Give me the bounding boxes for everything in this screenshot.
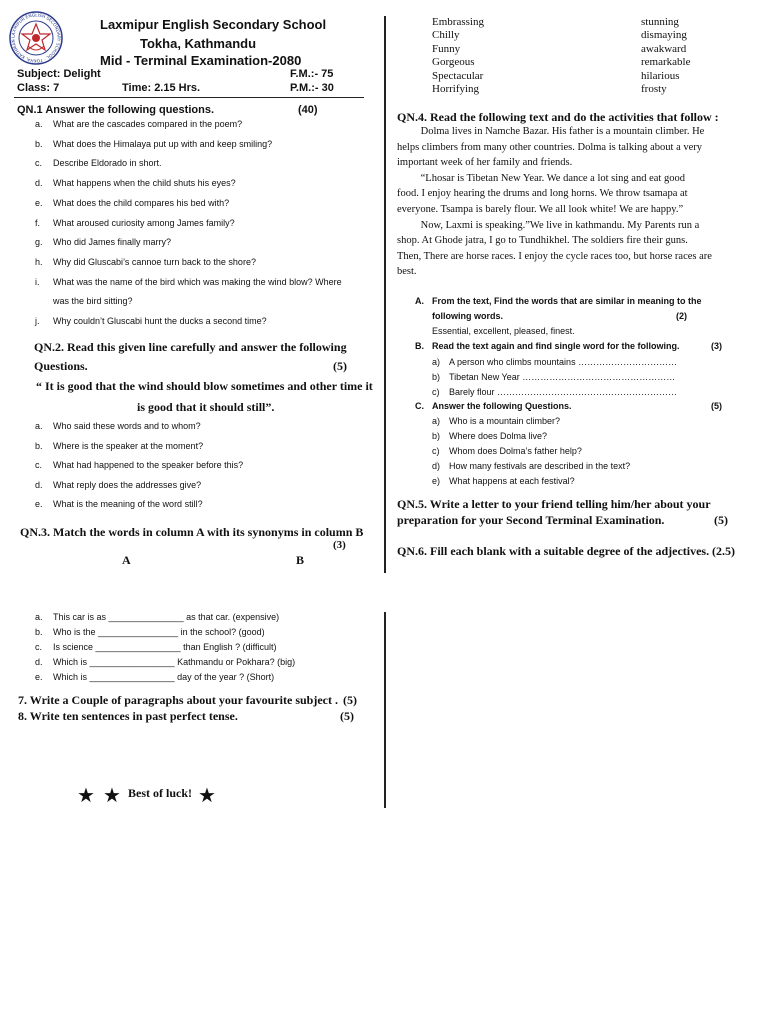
full-marks: F.M.:- 75 bbox=[290, 68, 334, 80]
list-text: Where does Dolma live? bbox=[449, 431, 548, 441]
list-text: What happens at each festival? bbox=[449, 476, 575, 486]
q4b-marker: B. bbox=[415, 341, 424, 351]
synonym-word: Gorgeous bbox=[432, 56, 475, 69]
list-marker: d) bbox=[432, 461, 441, 471]
list-marker: e. bbox=[35, 197, 43, 208]
list-item bbox=[35, 198, 229, 208]
q1-title: QN.1 Answer the following questions. bbox=[17, 104, 214, 116]
star-icon: ★ bbox=[77, 785, 95, 807]
list-text: Is science _________________ than English ? (difficult) bbox=[53, 642, 277, 652]
q3-column-a-words bbox=[432, 16, 484, 96]
synonym-word: dismaying bbox=[641, 29, 687, 42]
list-text: Tibetan New Year …………………………………………… bbox=[449, 372, 676, 382]
list-item bbox=[432, 461, 630, 471]
q2-marks: (5) bbox=[333, 359, 347, 373]
q5-marks: (5) bbox=[714, 513, 728, 527]
list-marker: i. bbox=[35, 276, 40, 287]
q8-marks: (5) bbox=[340, 709, 354, 723]
q4c-marker: C. bbox=[415, 401, 424, 411]
list-item bbox=[432, 357, 677, 367]
list-text: Barely flour …………………………………………………… bbox=[449, 387, 678, 397]
list-item bbox=[432, 387, 677, 397]
list-text: A person who climbs mountains …………………………… bbox=[449, 357, 678, 367]
q2-title-line1: QN.2. Read this given line carefully and answer the following bbox=[34, 340, 347, 354]
list-marker: c) bbox=[432, 387, 440, 397]
list-marker: b) bbox=[432, 372, 441, 382]
q4a-words: Essential, excellent, pleased, finest. bbox=[432, 326, 575, 336]
list-text: Why couldn’t Gluscabi hunt the ducks a second time? bbox=[53, 316, 267, 326]
list-marker: c. bbox=[35, 158, 43, 169]
list-text: This car is as _______________ as that car. (expensive) bbox=[53, 612, 280, 622]
list-text: Whom does Dolma’s father help? bbox=[449, 446, 582, 456]
list-marker: e. bbox=[35, 499, 43, 509]
list-item bbox=[432, 431, 547, 441]
list-text: Why did Gluscabi’s cannoe turn back to the shore? bbox=[53, 256, 256, 267]
pass-marks: P.M.:- 30 bbox=[290, 82, 334, 94]
list-text: What does the child compares his bed with? bbox=[53, 197, 230, 208]
q1-marks: (40) bbox=[298, 104, 318, 116]
list-marker: b) bbox=[432, 431, 441, 441]
list-marker: c) bbox=[432, 446, 440, 456]
list-item bbox=[35, 421, 201, 431]
synonym-word: Funny bbox=[432, 42, 461, 55]
list-item bbox=[35, 178, 236, 188]
q5-title-line2: preparation for your Second Terminal Examination. bbox=[397, 513, 665, 527]
list-text: Where is the speaker at the moment? bbox=[53, 440, 204, 451]
list-marker: g. bbox=[35, 237, 43, 248]
header-divider bbox=[14, 97, 364, 98]
q6-title: QN.6. Fill each blank with a suitable degree of the adjectives. bbox=[397, 544, 710, 558]
passage-line: “Lhosar is Tibetan New Year. We dance a lot sing and eat good bbox=[397, 172, 685, 184]
synonym-word: Horrifying bbox=[432, 83, 480, 96]
list-marker: f. bbox=[35, 217, 41, 228]
passage-line: food. I enjoy hearing the drums and long horns. We throw tsamapa at bbox=[397, 188, 688, 200]
list-marker bbox=[35, 296, 53, 306]
list-text: Which is _________________ day of the year ? (Short) bbox=[53, 672, 275, 682]
list-text: Who did James finally marry? bbox=[53, 237, 172, 248]
list-marker: a) bbox=[432, 416, 441, 426]
passage-line: everyone. Tsampa is barely flour. We all look white! We are happy.” bbox=[397, 203, 684, 215]
school-address: Tokha, Kathmandu bbox=[140, 36, 257, 51]
list-marker: a. bbox=[35, 612, 43, 622]
passage-line: Now, Laxmi is speaking.”We live in kathmandu. My Parents run a bbox=[397, 219, 700, 231]
passage-line: Then, There are horse races. I enjoy the cycle races too, but horse races are bbox=[397, 250, 712, 262]
q4a-title-line2: following words. bbox=[432, 311, 503, 321]
list-item bbox=[35, 657, 295, 667]
list-item bbox=[432, 372, 675, 382]
list-text: was the bird sitting? bbox=[53, 296, 133, 307]
list-text: Who said these words and to whom? bbox=[53, 421, 201, 431]
school-logo-icon bbox=[8, 10, 64, 66]
q6-marks: (2.5) bbox=[712, 544, 735, 558]
list-item bbox=[35, 627, 265, 637]
school-name: Laxmipur English Secondary School bbox=[100, 17, 327, 32]
star-icon: ★ bbox=[198, 785, 216, 807]
list-text: What are the cascades compared in the poem? bbox=[53, 119, 243, 129]
closing-message: Best of luck! bbox=[128, 786, 192, 800]
class-label: Class: 7 bbox=[17, 82, 60, 94]
q4b-title: Read the text again and find single word for the following. bbox=[432, 341, 680, 351]
q5-title-line1: QN.5. Write a letter to your friend telling him/her about your bbox=[397, 497, 711, 511]
list-marker: b. bbox=[35, 138, 43, 149]
synonym-word: Embrassing bbox=[432, 16, 484, 28]
exam-title: Mid - Terminal Examination-2080 bbox=[100, 53, 302, 68]
list-item bbox=[35, 499, 203, 509]
list-text: Describe Eldorado in short. bbox=[53, 158, 162, 169]
list-text: What reply does the addresses give? bbox=[53, 479, 202, 490]
list-marker: a) bbox=[432, 357, 441, 367]
q3-title: QN.3. Match the words in column A with its synonyms in column B bbox=[20, 525, 364, 539]
list-marker: d. bbox=[35, 657, 43, 667]
list-item bbox=[35, 480, 201, 490]
list-marker: b. bbox=[35, 627, 43, 637]
list-marker: b. bbox=[35, 440, 43, 451]
list-item bbox=[35, 612, 279, 622]
column-divider-top bbox=[384, 16, 386, 573]
synonym-word: Spectacular bbox=[432, 69, 484, 82]
list-item bbox=[35, 218, 235, 228]
list-item bbox=[35, 277, 342, 287]
list-item bbox=[35, 460, 243, 470]
list-item bbox=[35, 237, 171, 247]
column-divider-bottom bbox=[384, 612, 386, 808]
list-item bbox=[35, 119, 242, 129]
q4a-marks: (2) bbox=[676, 311, 687, 321]
q2-title-line2: Questions. bbox=[34, 359, 88, 373]
list-item bbox=[432, 476, 575, 486]
passage-line: helps climbers from many other countries. Dolma is talking about a very bbox=[397, 141, 703, 153]
q4a-marker: A. bbox=[415, 296, 424, 306]
q2-quote-line1: “ It is good that the wind should blow sometimes and other time it bbox=[36, 379, 373, 393]
list-marker: e) bbox=[432, 476, 441, 486]
list-item bbox=[432, 446, 582, 456]
list-text: Who is a mountain climber? bbox=[449, 416, 561, 426]
list-marker: c. bbox=[35, 460, 43, 470]
list-item bbox=[35, 672, 274, 682]
passage-line: best. bbox=[397, 266, 417, 278]
passage-line: important week of her family and friends. bbox=[397, 157, 573, 169]
synonym-word: stunning bbox=[641, 16, 679, 28]
list-marker: d. bbox=[35, 479, 43, 490]
list-marker: h. bbox=[35, 256, 43, 267]
list-text: What does the Himalaya put up with and keep smiling? bbox=[53, 138, 273, 149]
q3-column-a-header: A bbox=[122, 553, 131, 567]
q4c-title: Answer the following Questions. bbox=[432, 401, 572, 411]
passage-line: shop. At Ghode jatra, I go to Tundhikhel. The soldiers fire their guns. bbox=[397, 235, 688, 247]
list-text: What had happened to the speaker before this? bbox=[53, 460, 244, 470]
q4-reading-text bbox=[397, 124, 747, 280]
synonym-word: frosty bbox=[641, 83, 667, 96]
q4c-marks: (5) bbox=[711, 401, 722, 411]
list-item bbox=[35, 158, 162, 168]
synonym-word: hilarious bbox=[641, 69, 680, 82]
q3-column-b-words bbox=[641, 16, 690, 96]
list-item bbox=[432, 416, 560, 426]
list-marker: a. bbox=[35, 421, 43, 431]
list-marker: j. bbox=[35, 316, 40, 326]
synonym-word: remarkable bbox=[641, 56, 691, 69]
subject-label: Subject: Delight bbox=[17, 68, 101, 80]
passage-line: Dolma lives in Namche Bazar. His father is a mountain climber. He bbox=[397, 126, 705, 137]
list-text: Which is _________________ Kathmandu or Pokhara? (big) bbox=[53, 657, 296, 667]
q3-marks: (3) bbox=[333, 539, 346, 551]
list-marker: a. bbox=[35, 119, 43, 129]
synonym-word: Chilly bbox=[432, 29, 460, 42]
list-text: What happens when the child shuts his eyes? bbox=[53, 178, 236, 189]
list-text: What is the meaning of the word still? bbox=[53, 499, 203, 509]
list-item bbox=[35, 441, 203, 451]
list-item bbox=[35, 316, 267, 326]
star-icon: ★ bbox=[103, 785, 121, 807]
q4-title: QN.4. Read the following text and do the activities that follow : bbox=[397, 110, 719, 124]
list-text: How many festivals are described in the text? bbox=[449, 461, 631, 471]
list-marker: c. bbox=[35, 642, 43, 652]
list-item bbox=[35, 257, 256, 267]
q8-title: 8. Write ten sentences in past perfect tense. bbox=[18, 709, 238, 723]
q4a-title-line1: From the text, Find the words that are similar in meaning to the bbox=[432, 296, 702, 306]
list-marker: d. bbox=[35, 178, 43, 189]
synonym-word: awakward bbox=[641, 42, 687, 55]
list-text: Who is the ________________ in the school? (good) bbox=[53, 627, 265, 637]
q2-quote-line2: is good that it should still”. bbox=[137, 400, 275, 414]
list-item bbox=[35, 642, 277, 652]
svg-text:LAXMIPUR ENGLISH SECONDARY SCH: LAXMIPUR ENGLISH SECONDARY SCHOOL · TOKHA, KATHMAN bbox=[11, 13, 61, 63]
q7-title: 7. Write a Couple of paragraphs about your favourite subject . bbox=[18, 693, 339, 707]
list-text: What was the name of the bird which was making the wind blow? Where bbox=[53, 276, 342, 287]
q3-column-b-header: B bbox=[296, 553, 305, 567]
list-marker: e. bbox=[35, 672, 43, 682]
q7-marks: (5) bbox=[343, 693, 357, 707]
q4b-marks: (3) bbox=[711, 341, 722, 351]
list-text: What aroused curiosity among James family? bbox=[53, 217, 235, 228]
time-label: Time: 2.15 Hrs. bbox=[122, 82, 201, 94]
list-item bbox=[35, 139, 272, 149]
list-item bbox=[35, 296, 133, 306]
